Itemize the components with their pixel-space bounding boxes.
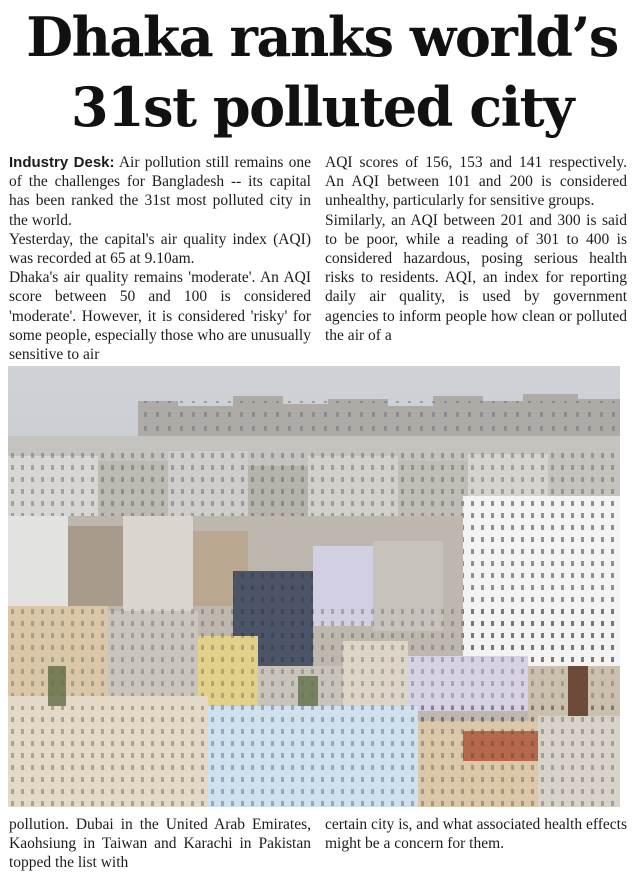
article-column-left-top: [9, 153, 311, 364]
paragraph-scores: AQI scores of 156, 153 and 141 respectively. An AQI between 101 and 200 is considered unhealthy, particularly for sensitive groups.: [325, 154, 627, 210]
paragraph-top-cities: pollution. Dubai in the United Arab Emirates, Kaohsiung in Taiwan and Karachi in Pakistan topped the list with: [9, 816, 311, 872]
city-skyline-photo: [8, 366, 620, 807]
paragraph-moderate: Dhaka's air quality remains 'moderate'. An AQI score between 50 and 100 is considered 'moderate'. However, it is considered 'risky' for some people, especially those who are unusually sensitive to air: [9, 269, 311, 364]
article-column-left-bottom: [9, 815, 311, 873]
paragraph-health-effects: certain city is, and what associated health effects might be a concern for them.: [325, 816, 627, 853]
lead-text: Air pollution still remains one of the challenges for Bangladesh -- its capital has been ranked the 31st most polluted city in the world.: [9, 154, 311, 229]
paragraph-aqi-reading: Yesterday, the capital's air quality index (AQI) was recorded at 65 at 9.10am.: [9, 230, 311, 268]
article-column-right-bottom: [325, 815, 627, 853]
headline: [0, 2, 644, 142]
paragraph-hazardous: Similarly, an AQI between 201 and 300 is said to be poor, while a reading of 301 to 400 is considered hazardous, posing serious health risks to residents. AQI, an index for reporting daily air quality, is used by government agencies to inform people how clean or polluted the air of a: [325, 211, 627, 344]
article-column-right-top: [325, 153, 627, 345]
headline-line-2: 31st polluted city: [71, 75, 573, 139]
lead-paragraph: [9, 153, 311, 230]
headline-line-1: Dhaka ranks world’s: [26, 5, 618, 69]
byline-label: Industry Desk:: [9, 154, 115, 171]
